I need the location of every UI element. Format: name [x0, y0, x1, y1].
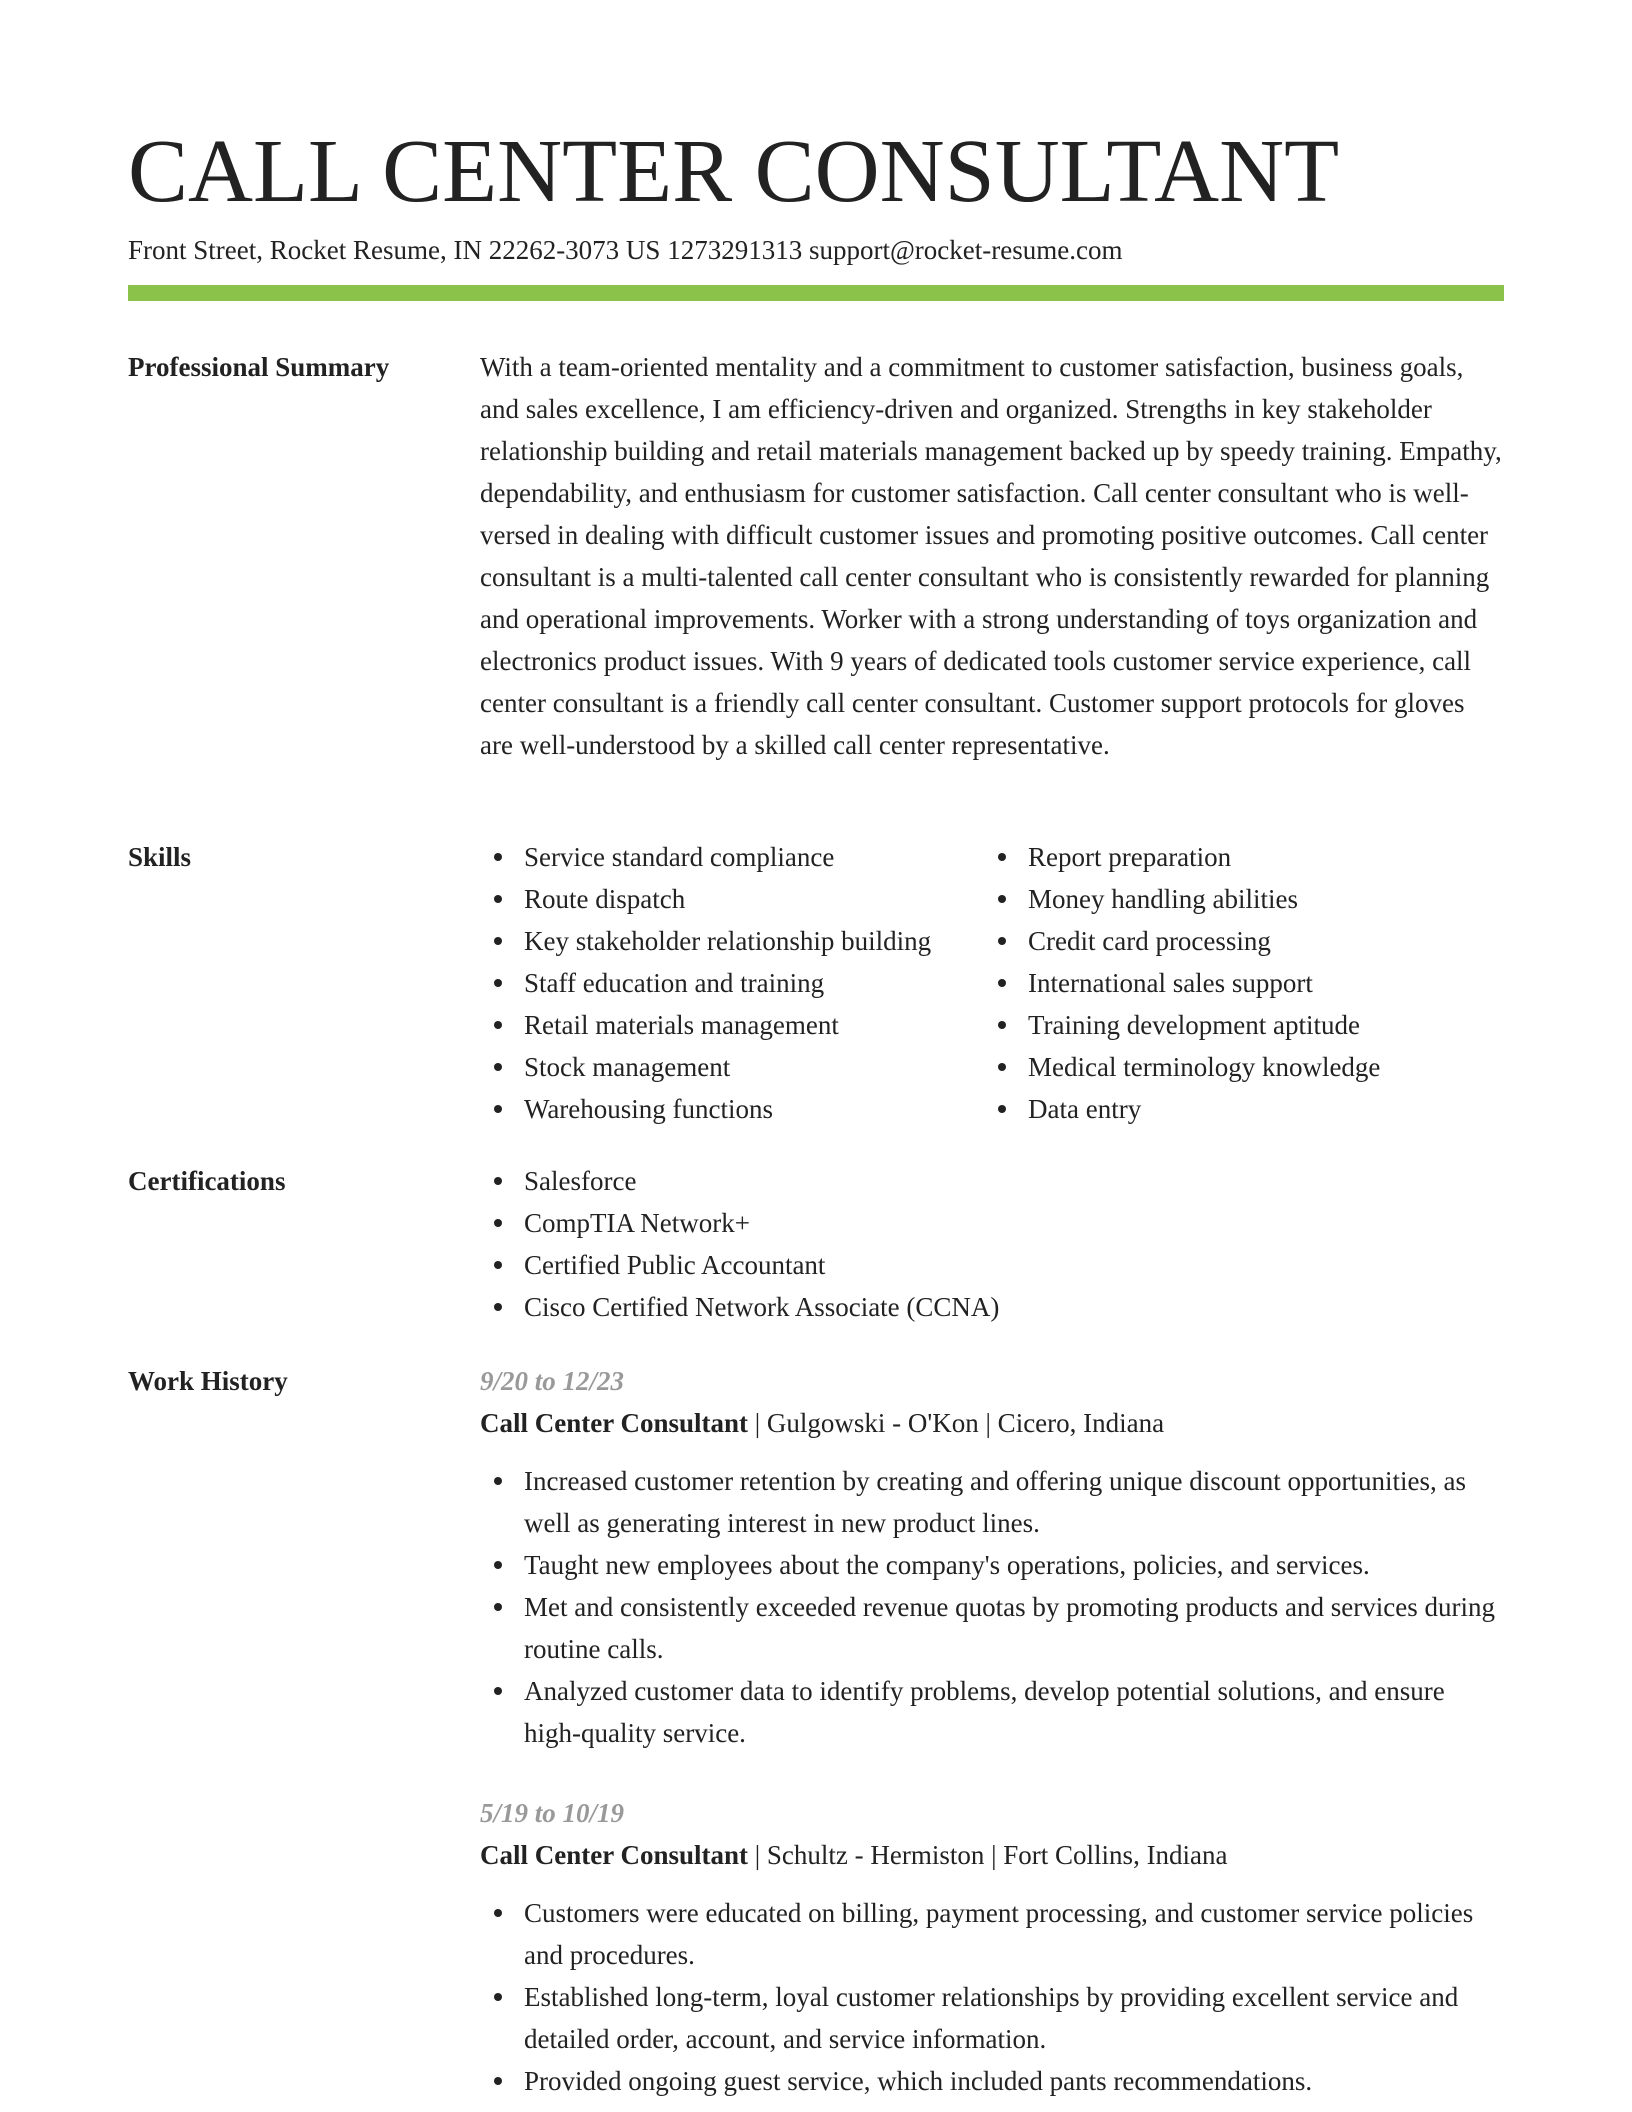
certification-item: CompTIA Network+: [480, 1202, 1504, 1244]
skill-item: Data entry: [984, 1088, 1504, 1130]
job-bullet: Taught new employees about the company's operations, policies, and services.: [480, 1544, 1504, 1586]
summary-section: [128, 346, 1504, 806]
skill-item: Retail materials management: [480, 1004, 984, 1046]
skill-item: Stock management: [480, 1046, 984, 1088]
skills-heading: Skills: [128, 842, 192, 872]
skill-item: Report preparation: [984, 836, 1504, 878]
job-bullet: Customers were educated on billing, payment processing, and customer service policies and procedures.: [480, 1892, 1504, 1976]
job-dates: 5/19 to 10/19: [480, 1798, 625, 1828]
job-title: Call Center Consultant: [480, 1840, 749, 1870]
skill-item: Warehousing functions: [480, 1088, 984, 1130]
certifications-body: [480, 1160, 1504, 1328]
resume-name: CALL CENTER CONSULTANT: [128, 122, 1340, 221]
skills-list-left: [480, 836, 984, 1130]
certification-item: Certified Public Accountant: [480, 1244, 1504, 1286]
skill-item: Route dispatch: [480, 878, 984, 920]
skill-item: Training development aptitude: [984, 1004, 1504, 1046]
skill-item: Staff education and training: [480, 962, 984, 1004]
job-employer-location: | Gulgowski - O'Kon | Cicero, Indiana: [748, 1408, 1165, 1438]
skills-body: [480, 836, 1504, 1130]
header-divider: [128, 285, 1504, 301]
certification-item: Salesforce: [480, 1160, 1504, 1202]
skill-item: Medical terminology knowledge: [984, 1046, 1504, 1088]
certification-item: Cisco Certified Network Associate (CCNA): [480, 1286, 1504, 1328]
skill-item: Key stakeholder relationship building: [480, 920, 984, 962]
work-history-heading: Work History: [128, 1366, 288, 1396]
work-history-section: [128, 1360, 1504, 2100]
job-bullet: Analyzed customer data to identify problems, develop potential solutions, and ensure high-quality service.: [480, 1670, 1504, 1754]
job-employer-location: | Schultz - Hermiston | Fort Collins, Indiana: [748, 1840, 1228, 1870]
certifications-heading: Certifications: [128, 1166, 286, 1196]
job-entry: [480, 1360, 1504, 1754]
certifications-list: [480, 1160, 1504, 1328]
job-bullet: Established long-term, loyal customer relationships by providing excellent service and detailed order, account, and service information.: [480, 1976, 1504, 2060]
job-entry: [480, 1792, 1504, 2102]
job-heading: [480, 1402, 1504, 1444]
job-bullet: Provided ongoing guest service, which included pants recommendations.: [480, 2060, 1504, 2102]
skills-section: [128, 836, 1504, 1136]
skill-item: Service standard compliance: [480, 836, 984, 878]
summary-heading: Professional Summary: [128, 352, 390, 382]
skills-list-right: [984, 836, 1504, 1130]
job-title: Call Center Consultant: [480, 1408, 749, 1438]
job-bullet: Increased customer retention by creating and offering unique discount opportunities, as well as generating interest in new product lines.: [480, 1460, 1504, 1544]
job-bullets: [480, 1460, 1504, 1754]
job-heading: [480, 1834, 1504, 1876]
certifications-section: [128, 1160, 1504, 1340]
work-history-body: [480, 1360, 1504, 2102]
job-bullet: Met and consistently exceeded revenue quotas by promoting products and services during routine calls.: [480, 1586, 1504, 1670]
job-dates: 9/20 to 12/23: [480, 1366, 625, 1396]
skill-item: Money handling abilities: [984, 878, 1504, 920]
job-bullets: [480, 1892, 1504, 2102]
skill-item: International sales support: [984, 962, 1504, 1004]
contact-line: Front Street, Rocket Resume, IN 22262-3073 US 1273291313 support@rocket-resume.com: [128, 235, 1123, 265]
summary-text: With a team-oriented mentality and a commitment to customer satisfaction, business goals, and sales excellence, I am efficiency-driven and organized. Strengths in key stakeholder relationship building and retail materials management backed up by speedy training. Empathy, dependability, and enthusiasm for customer satisfaction. Call center consultant who is well-versed in dealing with difficult customer issues and promoting positive outcomes. Call center consultant is a multi-talented call center consultant who is consistently rewarded for planning and operational improvements. Worker with a strong understanding of toys organization and electronics product issues. With 9 years of dedicated tools customer service experience, call center consultant is a friendly call center consultant. Customer support protocols for gloves are well-understood by a skilled call center representative.: [480, 352, 1502, 760]
summary-body: [480, 346, 1504, 766]
skill-item: Credit card processing: [984, 920, 1504, 962]
